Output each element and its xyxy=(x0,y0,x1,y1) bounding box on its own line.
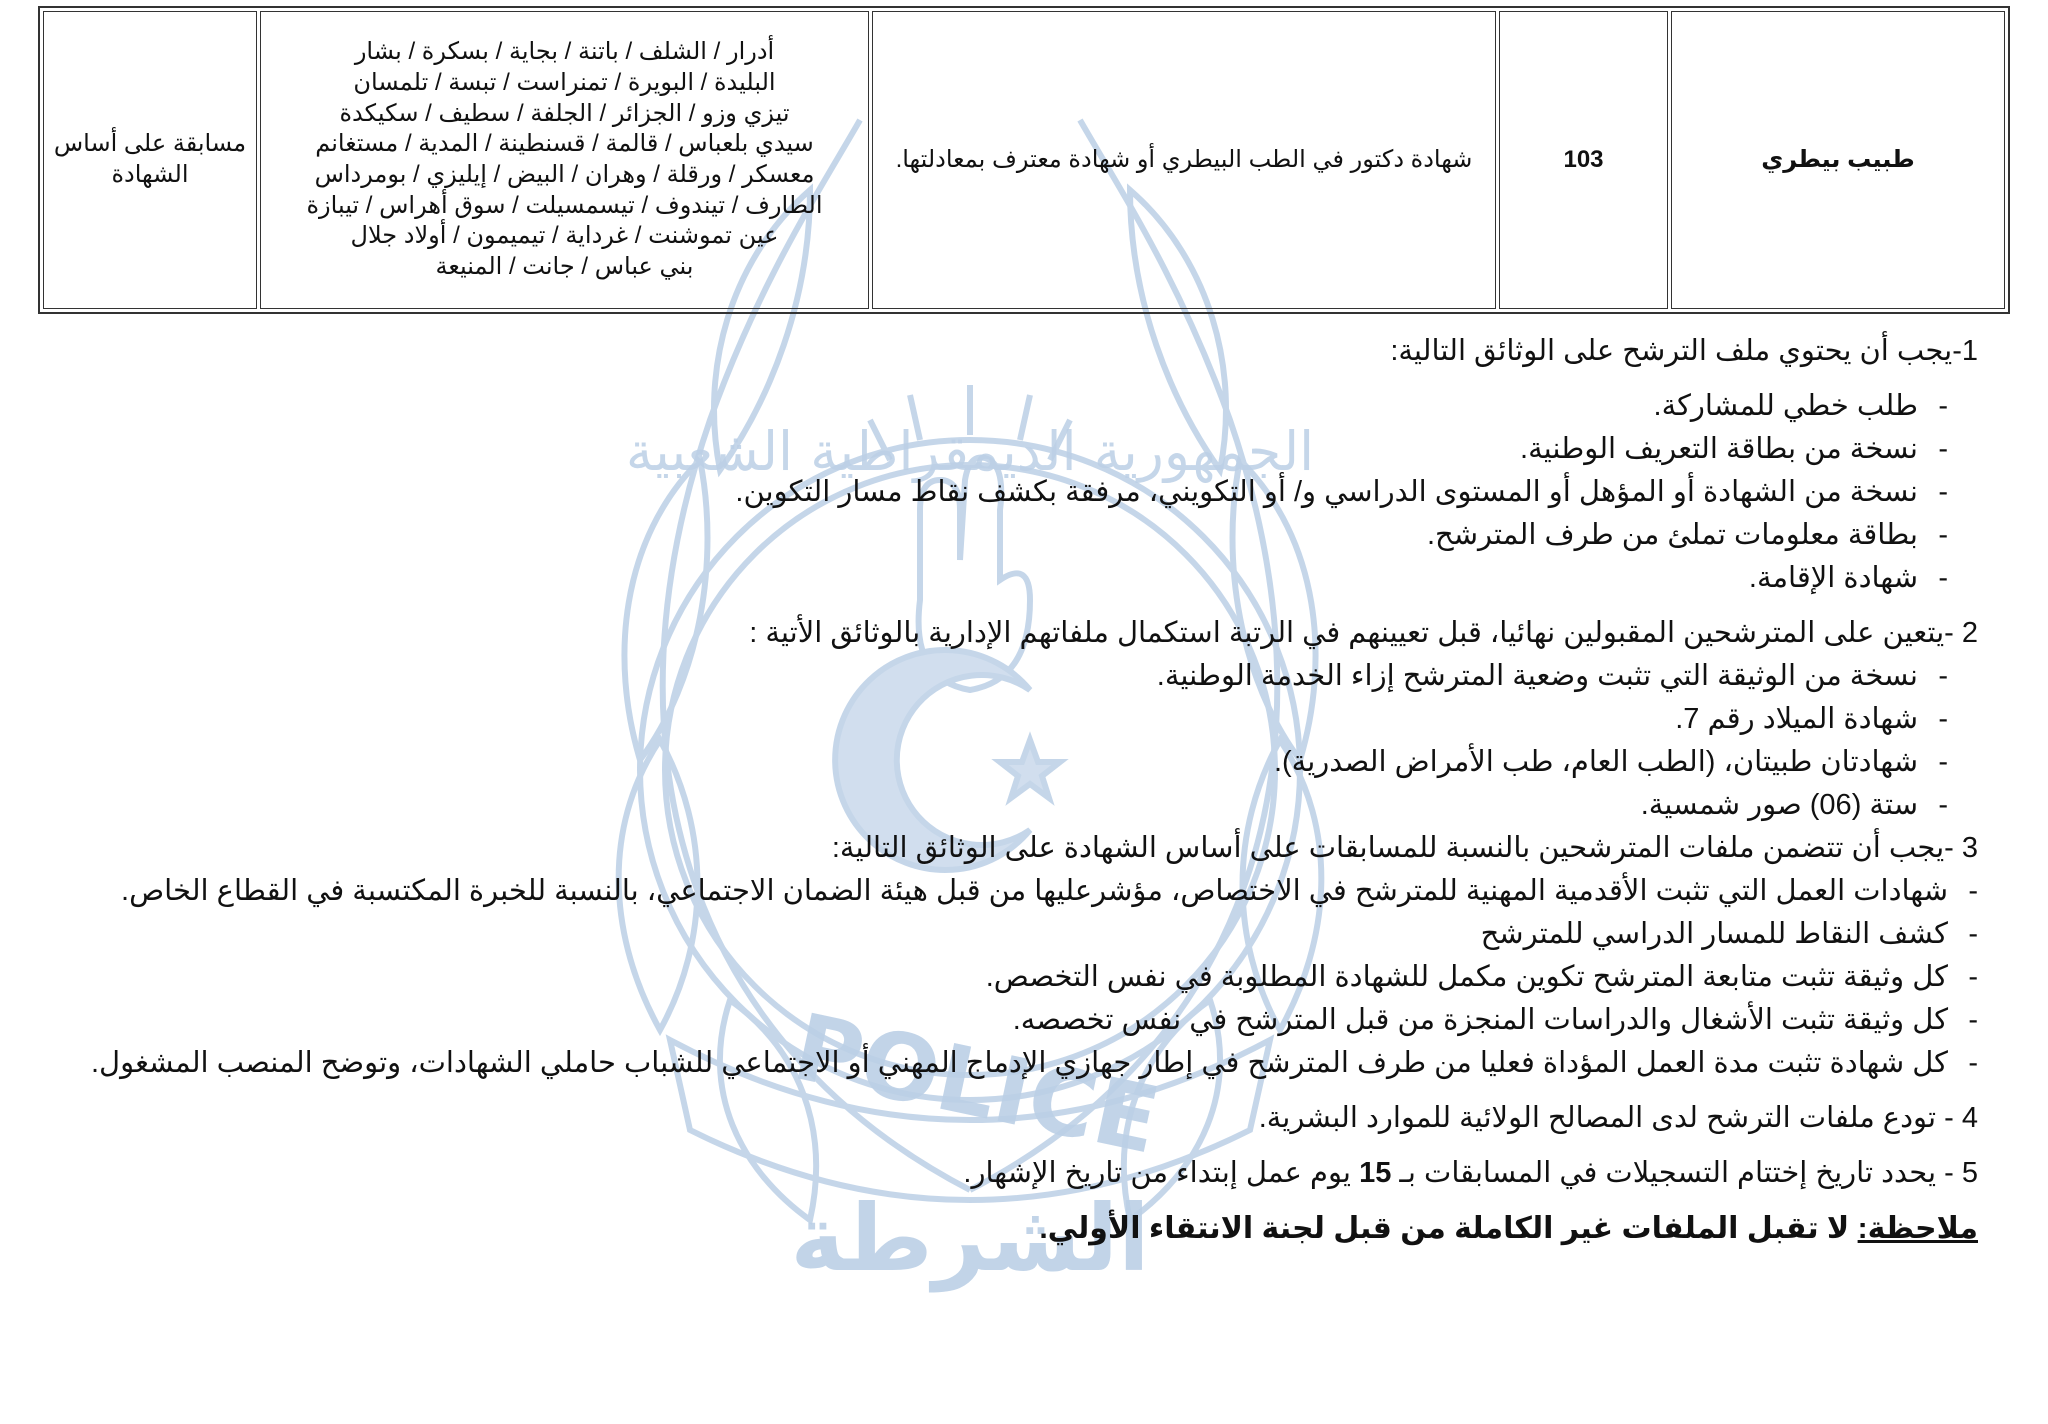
watermark-top-text: الجمهورية الديمقراطية الشعبية xyxy=(625,420,1315,483)
wilaya-line: تيزي وزو / الجزائر / الجلفة / سطيف / سكيكدة xyxy=(339,99,790,127)
list-item: - نسخة من بطاقة التعريف الوطنية. xyxy=(1520,433,1948,465)
list-item: - بطاقة معلومات تملئ من طرف المترشح. xyxy=(1426,519,1948,551)
section-text: تودع ملفات الترشح لدى المصالح الولائية للموارد البشرية. xyxy=(1258,1102,1937,1134)
note-label: ملاحظة: xyxy=(1857,1212,1978,1245)
wilaya-line: بني عباس / جانت / المنيعة xyxy=(435,253,694,281)
section-text-after: يوم عمل إبتداء من تاريخ الإشهار. xyxy=(963,1157,1351,1189)
section-number: 3 - xyxy=(1944,832,1978,864)
position-title-cell: طبيب بيطري xyxy=(1671,11,2005,309)
recruitment-mode-cell: مسابقة على أساس الشهادة xyxy=(43,11,257,309)
wilaya-line: معسكر / ورقلة / وهران / البيض / إيليزي / بومرداس xyxy=(314,161,815,188)
note xyxy=(58,1207,1978,1250)
section-4 xyxy=(58,1097,1978,1140)
list-item: - كشف النقاط للمسار الدراسي للمترشح xyxy=(1480,918,1978,950)
section-3 xyxy=(58,827,1978,1085)
wilaya-line: الطارف / تيندوف / تيسمسيلت / سوق أهراس / تيبازة xyxy=(306,191,823,219)
list-item: - طلب خطي للمشاركة. xyxy=(1653,390,1948,422)
section-2 xyxy=(58,612,1978,827)
section-5 xyxy=(58,1152,1978,1195)
section-number: 2 - xyxy=(1944,617,1978,649)
wilayas-cell xyxy=(260,11,869,309)
section-heading-text: يجب أن تتضمن ملفات المترشحين بالنسبة للمسابقات على أساس الشهادة على الوثائق التالية: xyxy=(831,832,1945,864)
list-item: - نسخة من الوثيقة التي تثبت وضعية المترشح إزاء الخدمة الوطنية. xyxy=(1156,660,1948,692)
wilaya-line: عين تموشنت / غرداية / تيميمون / أولاد جلال xyxy=(350,222,779,250)
section-1 xyxy=(58,330,1978,600)
list-item: - شهادتان طبيتان، (الطب العام، طب الأمراض الصدرية). xyxy=(1273,746,1948,778)
required-diploma-cell: شهادة دكتور في الطب البيطري أو شهادة معترف بمعادلتها. xyxy=(872,11,1496,309)
note-text: لا تقبل الملفات غير الكاملة من قبل لجنة الانتقاء الأولي. xyxy=(1039,1212,1850,1245)
section-1-list xyxy=(58,385,1978,600)
section-number: 1- xyxy=(1952,335,1978,367)
section-2-list xyxy=(58,655,1978,827)
wilaya-line: سيدي بلعباس / قالمة / قسنطينة / المدية / مستغانم xyxy=(315,130,814,158)
positions-count-cell: 103 xyxy=(1499,11,1668,309)
list-item: - شهادات العمل التي تثبت الأقدمية المهنية للمترشح في الاختصاص، مؤشرعليها من قبل هيئة الضمان الاجتماعي، بالنسبة للخبرة المكتسبة في القطاع الخاص. xyxy=(121,875,1978,907)
section-3-heading xyxy=(58,827,1978,870)
section-1-heading xyxy=(58,330,1978,373)
list-item: - كل وثيقة تثبت متابعة المترشح تكوين مكمل للشهادة المطلوبة في نفس التخصص. xyxy=(985,961,1978,993)
list-item: - شهادة الميلاد رقم 7. xyxy=(1675,703,1948,735)
watermark-bottom-text: الشرطة xyxy=(790,1185,1150,1292)
wilaya-line: أدرار / الشلف / باتنة / بجاية / بسكرة / بشار xyxy=(354,38,775,66)
list-item: - ستة (06) صور شمسية. xyxy=(1640,789,1948,821)
section-number: 5 - xyxy=(1944,1157,1978,1189)
watermark-police-text: POLICE xyxy=(785,993,1169,1175)
deadline-days: 15 xyxy=(1359,1157,1392,1189)
section-heading-text: يجب أن يحتوي ملف الترشح على الوثائق التالية: xyxy=(1390,335,1953,367)
section-2-heading xyxy=(58,612,1978,655)
section-3-list xyxy=(58,870,1978,1085)
wilaya-line: البليدة / البويرة / تمنراست / تبسة / تلمسان xyxy=(353,68,776,96)
table-row xyxy=(43,11,2005,309)
section-number: 4 - xyxy=(1944,1102,1978,1134)
section-heading-text: يتعين على المترشحين المقبولين نهائيا، قبل تعيينهم في الرتبة استكمال ملفاتهم الإدارية بالوثائق الأتية : xyxy=(749,617,1945,649)
list-item: - شهادة الإقامة. xyxy=(1748,562,1948,594)
positions-table xyxy=(38,6,2010,314)
list-item: - كل وثيقة تثبت الأشغال والدراسات المنجزة من قبل المترشح في نفس تخصصه. xyxy=(1012,1004,1978,1036)
section-text-before: يحدد تاريخ إختتام التسجيلات في المسابقات بـ xyxy=(1399,1157,1937,1189)
list-item: - كل شهادة تثبت مدة العمل المؤداة فعليا من طرف المترشح في إطار جهازي الإدماج المهني أو الاجتماعي للشباب حاملي الشهادات، وتوضح المنصب المشغول. xyxy=(90,1047,1978,1079)
conditions-body xyxy=(58,330,1978,1250)
list-item: - نسخة من الشهادة أو المؤهل أو المستوى الدراسي و/ أو التكويني، مرفقة بكشف نقاط مسار التكوين. xyxy=(735,476,1948,508)
